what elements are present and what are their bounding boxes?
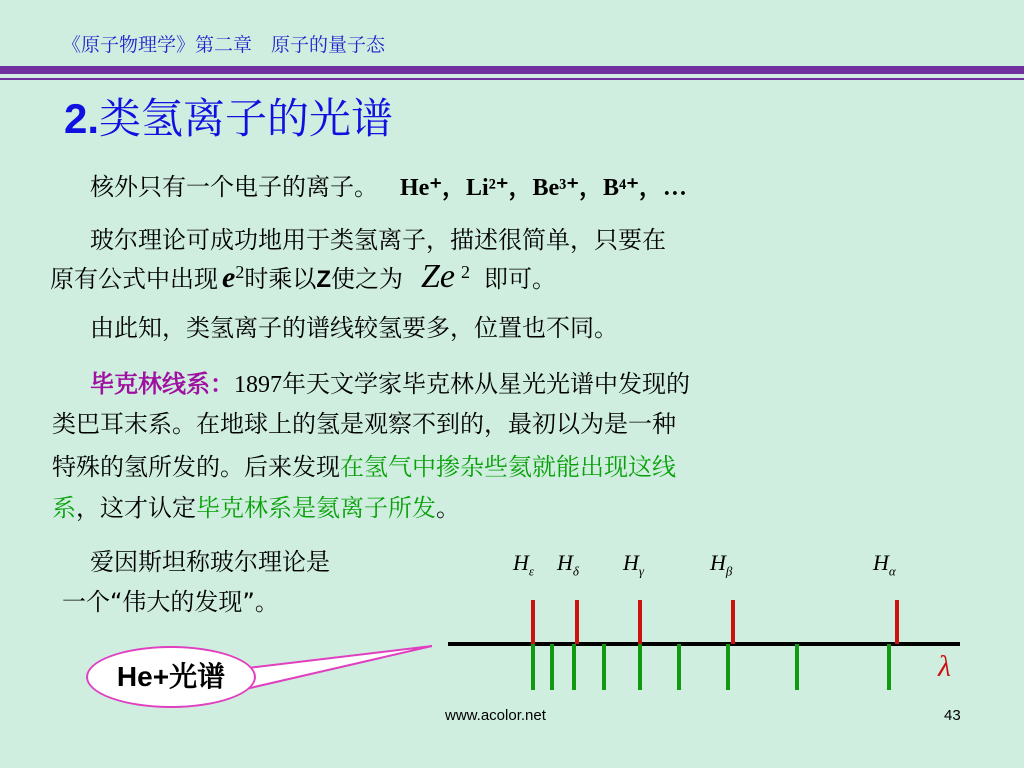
- pickering-text-4b: ，这才认定: [76, 494, 196, 522]
- pickering-text-4a: 系: [52, 494, 76, 522]
- pickering-line-2: 类巴耳末系。在地球上的氢是观察不到的，最初以为是一种: [52, 410, 676, 438]
- title-number: 2.: [64, 95, 100, 142]
- label-h-beta: $H_\beta$: [710, 550, 733, 579]
- pickering-text-3a: 特殊的氢所发的。后来发现: [52, 453, 340, 481]
- page-number: 43: [944, 707, 961, 724]
- course-header: 《原子物理学》第二章 原子的量子态: [62, 34, 386, 56]
- ze-symbol: Ze: [421, 258, 455, 295]
- bohr-line-2b: 时乘以: [244, 265, 317, 293]
- pickering-text-3b: 在氢气中掺杂些氦就能出现这线: [340, 453, 676, 481]
- label-h-delta: $H_\delta$: [557, 550, 579, 579]
- pickering-year: 1897: [234, 372, 282, 398]
- callout-label: He+光谱: [116, 661, 226, 692]
- pickering-text-4d: 。: [436, 494, 460, 522]
- pickering-text-4c: 毕克林系是氦离子所发: [196, 494, 436, 522]
- footer-url: www.acolor.net: [445, 707, 546, 724]
- label-h-gamma: $H_\gamma$: [623, 550, 645, 579]
- label-h-alpha: $H_\alpha$: [873, 550, 896, 579]
- bohr-line-1: 玻尔理论可成功地用于类氢离子，描述很简单，只要在: [90, 226, 666, 254]
- bohr-line-2d: 即可。: [484, 265, 556, 293]
- label-h-epsilon: $H_\varepsilon$: [513, 550, 535, 579]
- pickering-text-1: 年天文学家毕克林从星光光谱中发现的: [282, 370, 690, 398]
- e-symbol: e: [222, 261, 236, 294]
- bohr-line-2c: 使之为: [331, 265, 403, 293]
- einstein-line-2: 一个“伟大的发现”。: [62, 588, 279, 616]
- e-exponent: 2: [235, 262, 245, 282]
- lambda-symbol: λ: [938, 650, 951, 683]
- einstein-line-1: 爱因斯坦称玻尔理论是: [90, 548, 330, 576]
- z-symbol: Z: [316, 266, 331, 293]
- ion-list: He⁺，Li²⁺，Be³⁺，B⁴⁺，…: [400, 175, 687, 201]
- title-text: 类氢离子的光谱: [99, 94, 394, 143]
- difference-line: 由此知，类氢离子的谱线较氢要多，位置也不同。: [90, 314, 618, 342]
- ze-exponent: 2: [461, 262, 470, 282]
- ion-intro-text: 核外只有一个电子的离子。: [90, 173, 378, 201]
- bohr-line-2a: 原有公式中出现: [50, 265, 218, 293]
- pickering-label: 毕克林线系：: [90, 370, 234, 398]
